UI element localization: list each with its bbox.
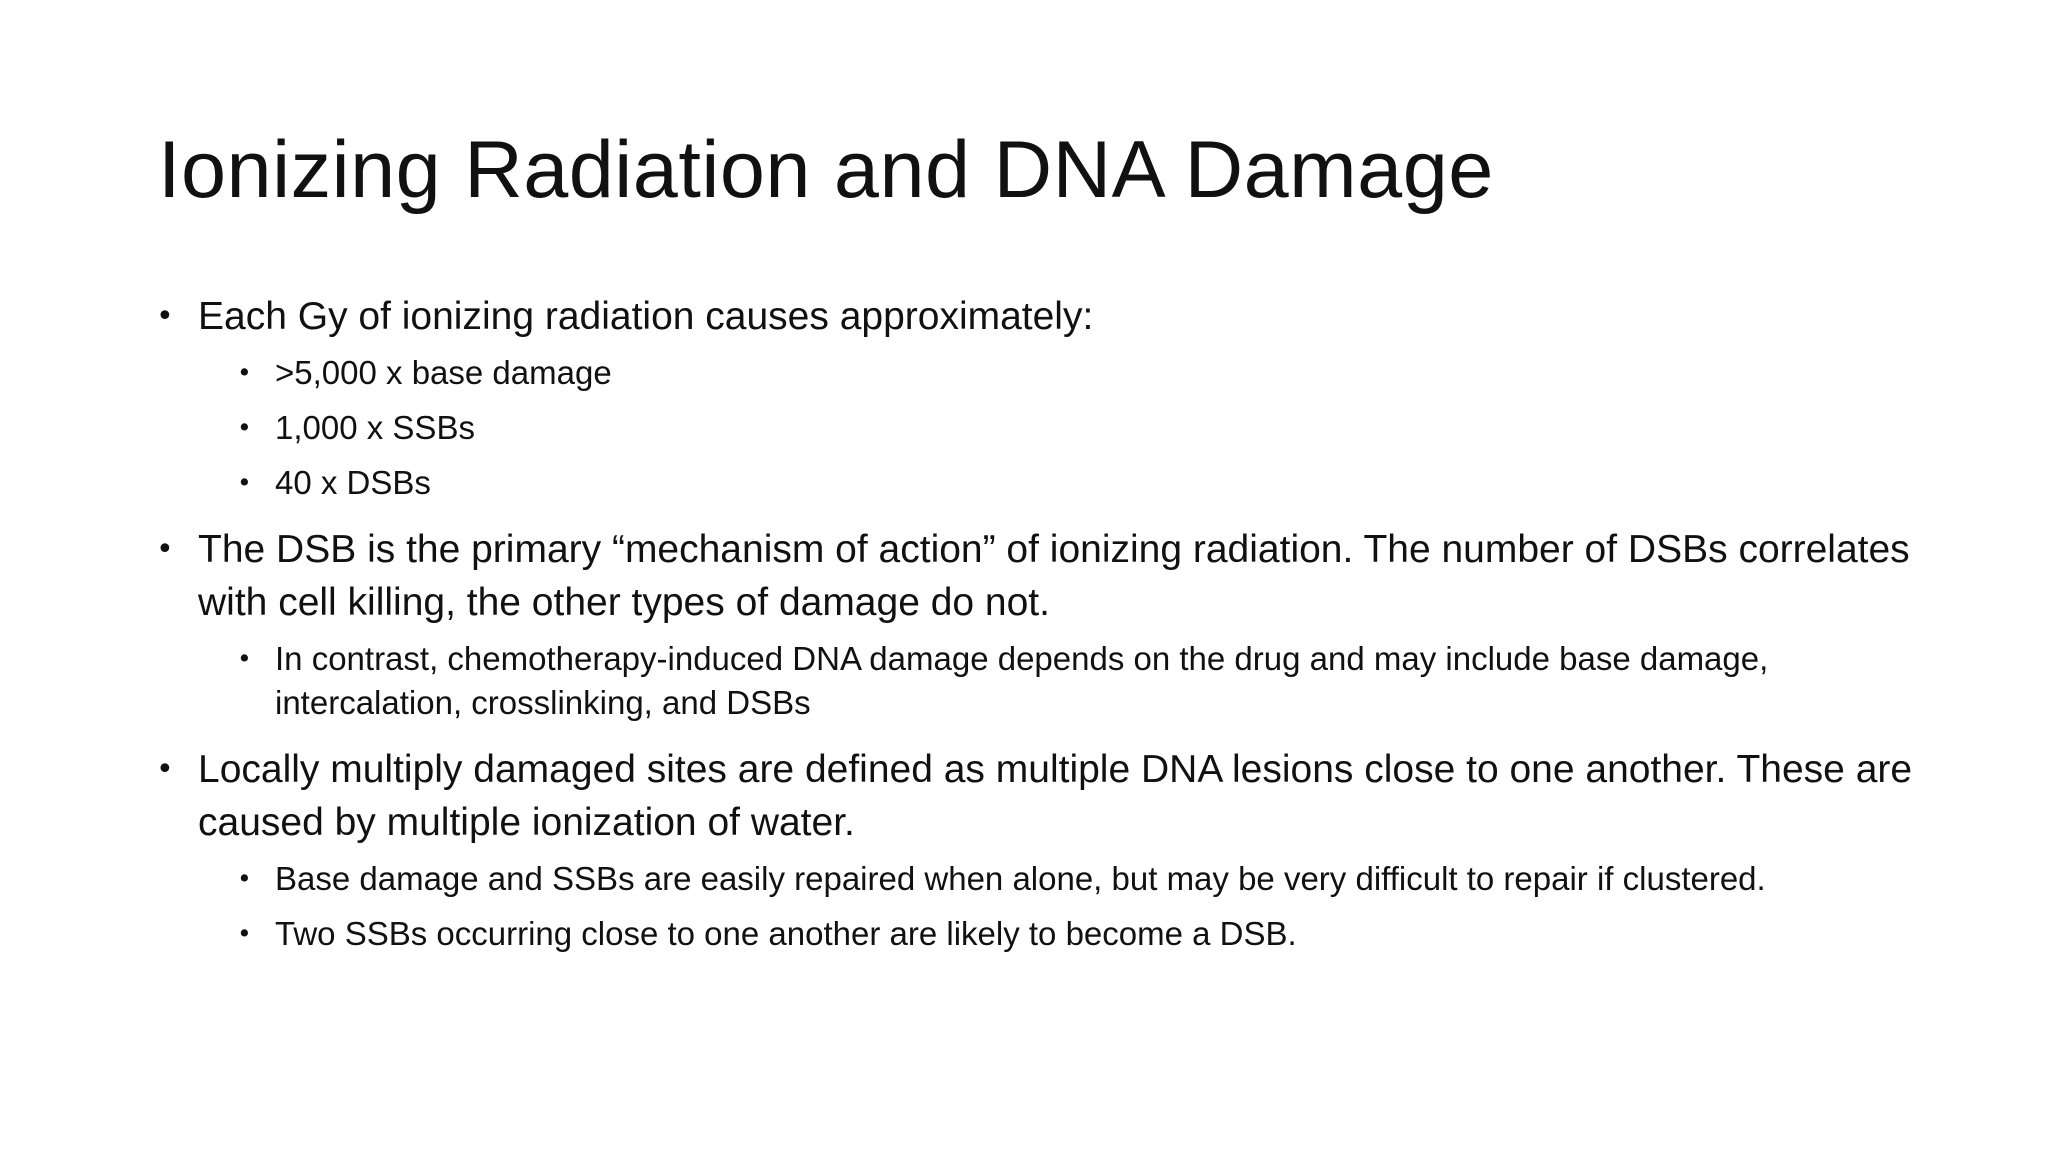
bullet-icon: •: [237, 644, 252, 673]
bullet-icon: •: [156, 532, 174, 567]
bullet-icon: •: [156, 752, 174, 787]
sub-bullet-text: Two SSBs occurring close to one another are likely to become a DSB.: [275, 915, 1297, 952]
slide-body: [158, 290, 1918, 967]
sub-bullet-item: [237, 351, 1918, 395]
bullet-text: The DSB is the primary “mechanism of action” of ionizing radiation. The number of DSBs correlates with cell killing, the other types of damage do not.: [198, 528, 1910, 624]
bullet-icon: •: [237, 919, 252, 948]
sub-bullet-item: [237, 406, 1918, 450]
sub-bullet-text: 40 x DSBs: [275, 464, 431, 501]
sub-bullet-item: [237, 637, 1918, 725]
sub-bullet-text: Base damage and SSBs are easily repaired when alone, but may be very difficult to repair if clustered.: [275, 860, 1766, 897]
sub-bullet-item: [237, 461, 1918, 505]
sub-bullet-text: >5,000 x base damage: [275, 354, 612, 391]
bullet-icon: •: [237, 413, 252, 442]
bullet-icon: •: [237, 468, 252, 497]
bullet-text: Each Gy of ionizing radiation causes approximately:: [198, 295, 1094, 338]
bullet-icon: •: [237, 358, 252, 387]
bullet-icon: •: [237, 864, 252, 893]
sub-bullet-text: 1,000 x SSBs: [275, 409, 475, 446]
bullet-item: [158, 743, 1918, 849]
slide-title: Ionizing Radiation and DNA Damage: [158, 125, 1494, 215]
bullet-item: [158, 290, 1918, 343]
sub-bullet-text: In contrast, chemotherapy-induced DNA damage depends on the drug and may include base damage, intercalation, crosslinking, and DSBs: [275, 640, 1769, 721]
bullet-text: Locally multiply damaged sites are defined as multiple DNA lesions close to one another. These are caused by multiple ionization of water.: [198, 748, 1913, 844]
bullet-item: [158, 523, 1918, 629]
bullet-icon: •: [156, 299, 174, 334]
sub-bullet-item: [237, 912, 1918, 956]
sub-bullet-item: [237, 857, 1918, 901]
